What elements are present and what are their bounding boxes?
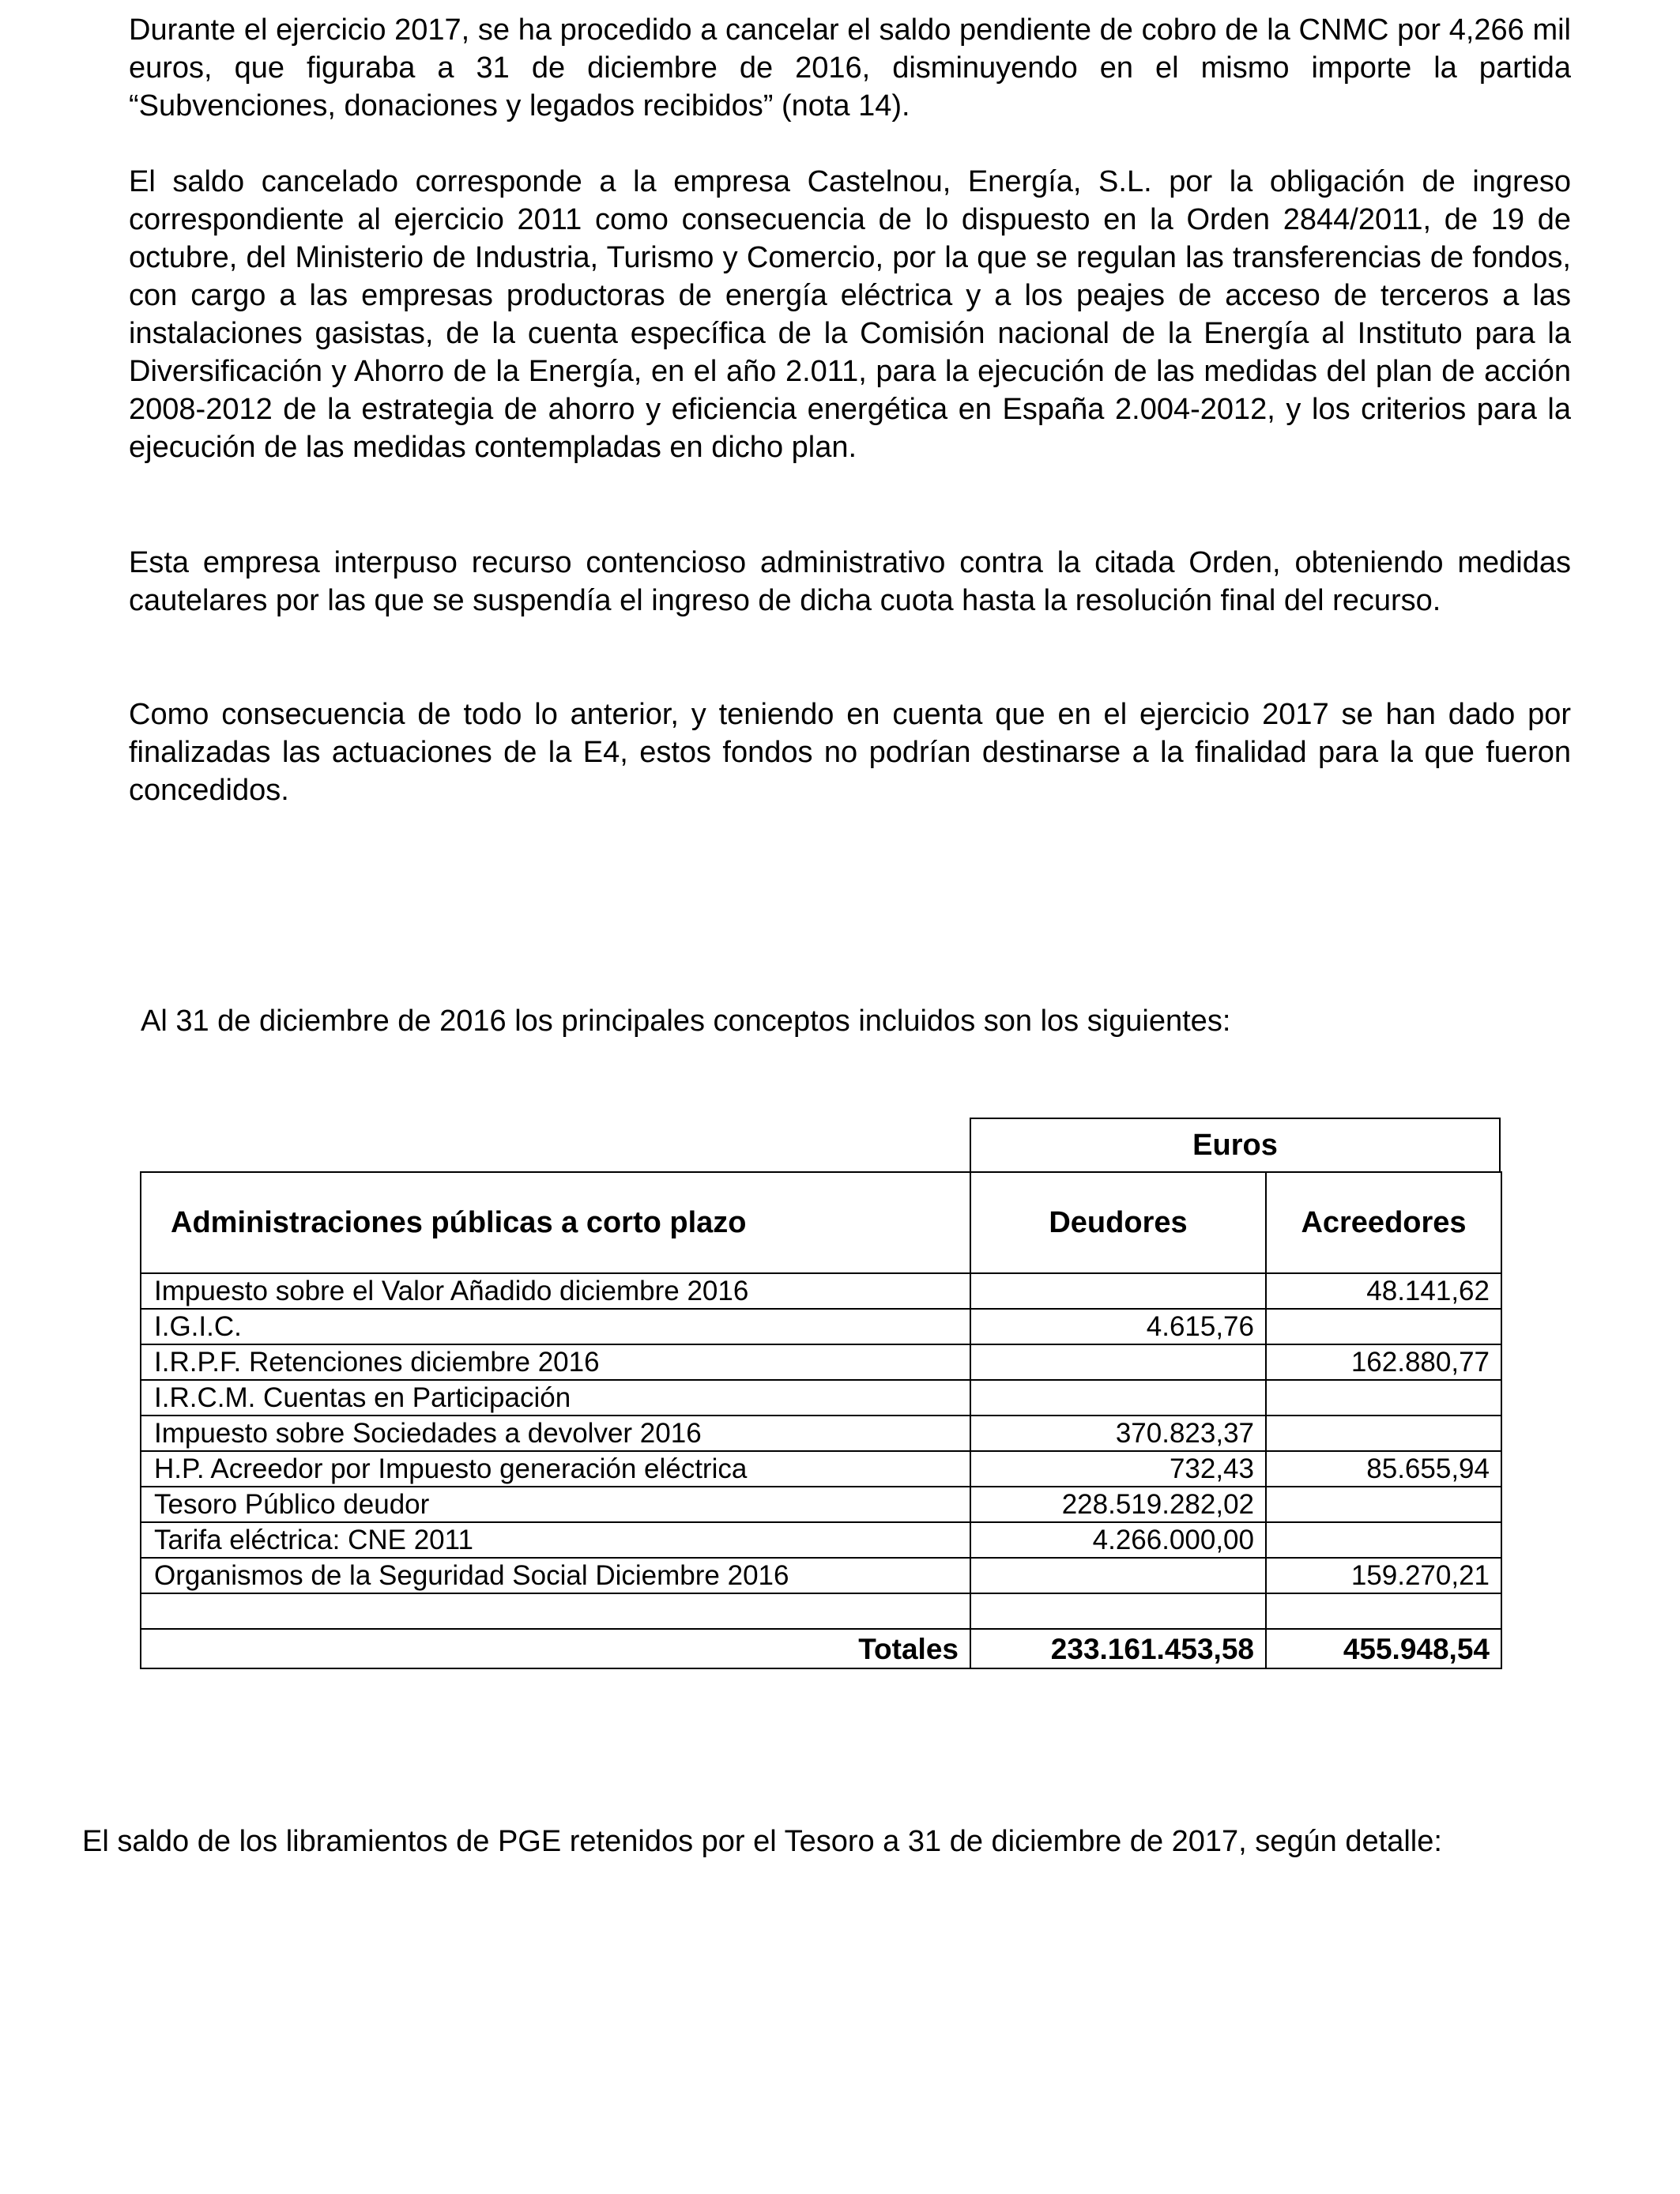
row-creditors: 162.880,77 [1266, 1344, 1501, 1380]
table-row [141, 1522, 1501, 1558]
row-concept: I.R.P.F. Retenciones diciembre 2016 [141, 1344, 970, 1380]
row-creditors: 48.141,62 [1266, 1273, 1501, 1309]
totals-creditors: 455.948,54 [1266, 1629, 1501, 1668]
row-concept [141, 1593, 970, 1629]
row-concept: Impuesto sobre Sociedades a devolver 2016 [141, 1416, 970, 1451]
totals-label: Totales [141, 1629, 970, 1668]
totals-debtors: 233.161.453,58 [970, 1629, 1266, 1668]
row-debtors [970, 1273, 1266, 1309]
row-debtors [970, 1593, 1266, 1629]
table-row [141, 1558, 1501, 1593]
row-debtors: 4.615,76 [970, 1309, 1266, 1344]
row-debtors: 370.823,37 [970, 1416, 1266, 1451]
row-creditors [1266, 1593, 1501, 1629]
row-concept: Tesoro Público deudor [141, 1487, 970, 1522]
row-concept: Tarifa eléctrica: CNE 2011 [141, 1522, 970, 1558]
totals-row [141, 1629, 1501, 1668]
row-creditors: 85.655,94 [1266, 1451, 1501, 1487]
paragraph-saldo-cancelado: El saldo cancelado corresponde a la empresa Castelnou, Energía, S.L. por la obligación de ingreso correspondiente al ejercicio 2011 como consecuencia de lo dispuesto en la Orden 2844/2011, de 19 de octubre, del Ministerio de Industria, Turismo y Comercio, por la que se regulan las transferencias de fondos, con cargo a las empresas productoras de energía eléctrica y a los peajes de acceso de terceros a las instalaciones gasistas, de la cuenta específica de la Comisión nacional de la Energía al Instituto para la Diversificación y Ahorro de la Energía, en el año 2.011, para la ejecución de las medidas del plan de acción 2008-2012 de la estrategia de ahorro y eficiencia energética en España 2.004-2012, y los criterios para la ejecución de las medidas contempladas en dicho plan. [129, 165, 1571, 464]
row-concept: I.R.C.M. Cuentas en Participación [141, 1380, 970, 1416]
closing-paragraph: El saldo de los libramientos de PGE retenidos por el Tesoro a 31 de diciembre de 2017, según detalle: [82, 1825, 1442, 1858]
debtors-column-header: Deudores [970, 1172, 1266, 1273]
table-intro-text: Al 31 de diciembre de 2016 los principales conceptos incluidos son los siguientes: [141, 1005, 1231, 1038]
table-row [141, 1593, 1501, 1629]
table-row [141, 1487, 1501, 1522]
table-row [141, 1416, 1501, 1451]
row-debtors: 732,43 [970, 1451, 1266, 1487]
row-debtors [970, 1558, 1266, 1593]
table-row [141, 1309, 1501, 1344]
creditors-column-header: Acreedores [1266, 1172, 1501, 1273]
table-row [141, 1451, 1501, 1487]
concept-column-header: Administraciones públicas a corto plazo [141, 1172, 970, 1273]
row-concept: H.P. Acreedor por Impuesto generación eléctrica [141, 1451, 970, 1487]
table-row [141, 1380, 1501, 1416]
paragraph-consecuencia: Como consecuencia de todo lo anterior, y teniendo en cuenta que en el ejercicio 2017 se han dado por finalizadas las actuaciones de la E4, estos fondos no podrían destinarse a la finalidad para la que fueron concedidos. [129, 698, 1571, 807]
row-creditors [1266, 1380, 1501, 1416]
row-concept: Organismos de la Seguridad Social Diciembre 2016 [141, 1558, 970, 1593]
row-debtors: 4.266.000,00 [970, 1522, 1266, 1558]
euros-group-header: Euros [970, 1118, 1501, 1171]
row-concept: I.G.I.C. [141, 1309, 970, 1344]
row-debtors: 228.519.282,02 [970, 1487, 1266, 1522]
row-creditors [1266, 1522, 1501, 1558]
row-creditors [1266, 1487, 1501, 1522]
row-concept: Impuesto sobre el Valor Añadido diciembre 2016 [141, 1273, 970, 1309]
row-creditors: 159.270,21 [1266, 1558, 1501, 1593]
row-creditors [1266, 1309, 1501, 1344]
paragraph-recurso: Esta empresa interpuso recurso contencioso administrativo contra la citada Orden, obteniendo medidas cautelares por las que se suspendía el ingreso de dicha cuota hasta la resolución final del recurso. [129, 546, 1571, 617]
table-row [141, 1344, 1501, 1380]
table-row [141, 1273, 1501, 1309]
row-debtors [970, 1344, 1266, 1380]
table-header-row [141, 1172, 1501, 1273]
paragraph-cancelacion-saldo: Durante el ejercicio 2017, se ha procedido a cancelar el saldo pendiente de cobro de la CNMC por 4,266 mil euros, que figuraba a 31 de diciembre de 2016, disminuyendo en el mismo importe la partida “Subvenciones, donaciones y legados recibidos” (nota 14). [129, 13, 1571, 123]
row-debtors [970, 1380, 1266, 1416]
administraciones-publicas-table [140, 1171, 1502, 1669]
row-creditors [1266, 1416, 1501, 1451]
